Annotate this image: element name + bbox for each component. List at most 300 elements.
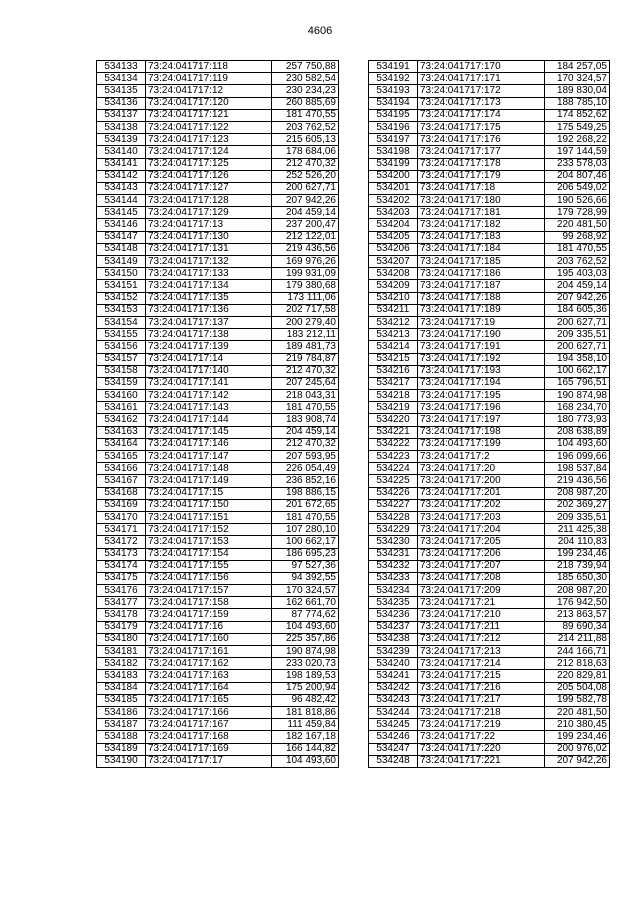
cadastral-number-cell: 73:24:041717:12 <box>146 85 272 97</box>
value-cell: 211 425,38 <box>545 524 610 536</box>
value-cell: 244 166,71 <box>545 646 610 658</box>
table-row <box>369 377 610 389</box>
cadastral-number-cell: 73:24:041717:180 <box>418 195 545 207</box>
table-row <box>97 706 339 718</box>
row-number-cell: 534245 <box>369 719 418 731</box>
row-number-cell: 534137 <box>97 109 146 121</box>
value-cell: 190 526,66 <box>545 195 610 207</box>
table-row <box>369 146 610 158</box>
row-number-cell: 534205 <box>369 231 418 243</box>
row-number-cell: 534156 <box>97 341 146 353</box>
row-number-cell: 534172 <box>97 536 146 548</box>
cadastral-number-cell: 73:24:041717:168 <box>146 731 272 743</box>
value-cell: 96 482,42 <box>272 694 339 706</box>
cadastral-number-cell: 73:24:041717:127 <box>146 182 272 194</box>
cadastral-number-cell: 73:24:041717:202 <box>418 499 545 511</box>
row-number-cell: 534135 <box>97 85 146 97</box>
cadastral-number-cell: 73:24:041717:145 <box>146 426 272 438</box>
cadastral-number-cell: 73:24:041717:142 <box>146 390 272 402</box>
row-number-cell: 534235 <box>369 597 418 609</box>
value-cell: 183 212,11 <box>272 329 339 341</box>
value-cell: 181 818,86 <box>272 706 339 718</box>
cadastral-number-cell: 73:24:041717:197 <box>418 414 545 426</box>
row-number-cell: 534157 <box>97 353 146 365</box>
table-row <box>369 755 610 767</box>
cadastral-number-cell: 73:24:041717:132 <box>146 256 272 268</box>
row-number-cell: 534162 <box>97 414 146 426</box>
cadastral-number-cell: 73:24:041717:138 <box>146 329 272 341</box>
cadastral-number-cell: 73:24:041717:188 <box>418 292 545 304</box>
value-cell: 198 189,53 <box>272 670 339 682</box>
right-table-body <box>369 61 610 768</box>
row-number-cell: 534208 <box>369 268 418 280</box>
row-number-cell: 534225 <box>369 475 418 487</box>
row-number-cell: 534175 <box>97 572 146 584</box>
value-cell: 169 976,26 <box>272 256 339 268</box>
cadastral-number-cell: 73:24:041717:177 <box>418 146 545 158</box>
value-cell: 199 234,46 <box>545 548 610 560</box>
table-row <box>97 402 339 414</box>
value-cell: 199 582,78 <box>545 694 610 706</box>
table-row <box>369 121 610 133</box>
row-number-cell: 534236 <box>369 609 418 621</box>
row-number-cell: 534152 <box>97 292 146 304</box>
row-number-cell: 534140 <box>97 146 146 158</box>
value-cell: 100 662,17 <box>545 365 610 377</box>
cadastral-number-cell: 73:24:041717:15 <box>146 487 272 499</box>
value-cell: 175 549,25 <box>545 121 610 133</box>
value-cell: 260 885,69 <box>272 97 339 109</box>
value-cell: 207 942,26 <box>272 195 339 207</box>
table-row <box>369 207 610 219</box>
value-cell: 208 987,20 <box>545 585 610 597</box>
table-row <box>369 256 610 268</box>
value-cell: 206 549,02 <box>545 182 610 194</box>
table-row <box>369 219 610 231</box>
cadastral-number-cell: 73:24:041717:131 <box>146 243 272 255</box>
cadastral-number-cell: 73:24:041717:133 <box>146 268 272 280</box>
table-row <box>369 572 610 584</box>
row-number-cell: 534184 <box>97 682 146 694</box>
table-row <box>97 670 339 682</box>
row-number-cell: 534243 <box>369 694 418 706</box>
cadastral-number-cell: 73:24:041717:221 <box>418 755 545 767</box>
value-cell: 185 650,30 <box>545 572 610 584</box>
table-row <box>369 609 610 621</box>
table-row <box>369 511 610 523</box>
value-cell: 178 684,06 <box>272 146 339 158</box>
cadastral-number-cell: 73:24:041717:124 <box>146 146 272 158</box>
row-number-cell: 534232 <box>369 560 418 572</box>
row-number-cell: 534247 <box>369 743 418 755</box>
value-cell: 179 380,68 <box>272 280 339 292</box>
table-row <box>369 365 610 377</box>
table-row <box>369 195 610 207</box>
cadastral-number-cell: 73:24:041717:183 <box>418 231 545 243</box>
row-number-cell: 534142 <box>97 170 146 182</box>
row-number-cell: 534216 <box>369 365 418 377</box>
cadastral-number-cell: 73:24:041717:157 <box>146 585 272 597</box>
table-row <box>97 694 339 706</box>
value-cell: 201 672,65 <box>272 499 339 511</box>
row-number-cell: 534193 <box>369 85 418 97</box>
table-row <box>97 219 339 231</box>
cadastral-number-cell: 73:24:041717:123 <box>146 134 272 146</box>
value-cell: 170 324,57 <box>272 585 339 597</box>
value-cell: 199 931,09 <box>272 268 339 280</box>
table-row <box>97 658 339 670</box>
value-cell: 220 481,50 <box>545 706 610 718</box>
value-cell: 186 695,23 <box>272 548 339 560</box>
value-cell: 204 459,14 <box>272 426 339 438</box>
cadastral-number-cell: 73:24:041717:167 <box>146 719 272 731</box>
cadastral-number-cell: 73:24:041717:140 <box>146 365 272 377</box>
table-row <box>97 61 339 73</box>
cadastral-number-cell: 73:24:041717:213 <box>418 646 545 658</box>
row-number-cell: 534234 <box>369 585 418 597</box>
table-row <box>97 414 339 426</box>
left-table-body <box>97 61 339 768</box>
row-number-cell: 534139 <box>97 134 146 146</box>
table-row <box>97 499 339 511</box>
value-cell: 189 830,04 <box>545 85 610 97</box>
cadastral-number-cell: 73:24:041717:144 <box>146 414 272 426</box>
cadastral-number-cell: 73:24:041717:214 <box>418 658 545 670</box>
cadastral-number-cell: 73:24:041717:215 <box>418 670 545 682</box>
value-cell: 213 863,57 <box>545 609 610 621</box>
value-cell: 207 942,26 <box>545 292 610 304</box>
table-row <box>369 719 610 731</box>
table-row <box>97 195 339 207</box>
table-row <box>97 231 339 243</box>
table-row <box>369 134 610 146</box>
cadastral-number-cell: 73:24:041717:159 <box>146 609 272 621</box>
cadastral-number-cell: 73:24:041717:199 <box>418 438 545 450</box>
row-number-cell: 534200 <box>369 170 418 182</box>
table-row <box>97 170 339 182</box>
cadastral-number-cell: 73:24:041717:14 <box>146 353 272 365</box>
table-row <box>97 487 339 499</box>
cadastral-number-cell: 73:24:041717:194 <box>418 377 545 389</box>
cadastral-number-cell: 73:24:041717:21 <box>418 597 545 609</box>
row-number-cell: 534192 <box>369 73 418 85</box>
row-number-cell: 534204 <box>369 219 418 231</box>
value-cell: 226 054,49 <box>272 463 339 475</box>
table-row <box>369 390 610 402</box>
value-cell: 205 504,08 <box>545 682 610 694</box>
value-cell: 181 470,55 <box>272 511 339 523</box>
value-cell: 200 627,71 <box>545 316 610 328</box>
table-row <box>369 182 610 194</box>
value-cell: 168 234,70 <box>545 402 610 414</box>
row-number-cell: 534174 <box>97 560 146 572</box>
value-cell: 202 369,27 <box>545 499 610 511</box>
row-number-cell: 534207 <box>369 256 418 268</box>
cadastral-number-cell: 73:24:041717:152 <box>146 524 272 536</box>
cadastral-number-cell: 73:24:041717:130 <box>146 231 272 243</box>
row-number-cell: 534237 <box>369 621 418 633</box>
cadastral-number-cell: 73:24:041717:200 <box>418 475 545 487</box>
table-row <box>369 280 610 292</box>
cadastral-number-cell: 73:24:041717:160 <box>146 633 272 645</box>
cadastral-number-cell: 73:24:041717:129 <box>146 207 272 219</box>
cadastral-number-cell: 73:24:041717:181 <box>418 207 545 219</box>
table-row <box>97 353 339 365</box>
cadastral-number-cell: 73:24:041717:217 <box>418 694 545 706</box>
cadastral-number-cell: 73:24:041717:146 <box>146 438 272 450</box>
table-row <box>369 536 610 548</box>
value-cell: 214 211,88 <box>545 633 610 645</box>
table-row <box>369 621 610 633</box>
table-row <box>97 511 339 523</box>
cadastral-number-cell: 73:24:041717:156 <box>146 572 272 584</box>
cadastral-number-cell: 73:24:041717:195 <box>418 390 545 402</box>
value-cell: 200 627,71 <box>545 341 610 353</box>
row-number-cell: 534197 <box>369 134 418 146</box>
table-row <box>369 243 610 255</box>
table-row <box>97 536 339 548</box>
table-row <box>97 426 339 438</box>
table-row <box>97 621 339 633</box>
cadastral-number-cell: 73:24:041717:16 <box>146 621 272 633</box>
value-cell: 230 234,23 <box>272 85 339 97</box>
row-number-cell: 534226 <box>369 487 418 499</box>
value-cell: 100 662,17 <box>272 536 339 548</box>
row-number-cell: 534218 <box>369 390 418 402</box>
value-cell: 94 392,55 <box>272 572 339 584</box>
table-row <box>369 97 610 109</box>
row-number-cell: 534166 <box>97 463 146 475</box>
table-row <box>369 292 610 304</box>
table-row <box>369 658 610 670</box>
value-cell: 181 470,55 <box>272 402 339 414</box>
value-cell: 104 493,60 <box>272 755 339 767</box>
value-cell: 218 739,94 <box>545 560 610 572</box>
value-cell: 179 728,99 <box>545 207 610 219</box>
cadastral-number-cell: 73:24:041717:179 <box>418 170 545 182</box>
page-number: 4606 <box>307 25 333 37</box>
table-row <box>369 487 610 499</box>
row-number-cell: 534173 <box>97 548 146 560</box>
row-number-cell: 534133 <box>97 61 146 73</box>
table-row <box>97 548 339 560</box>
value-cell: 208 638,89 <box>545 426 610 438</box>
cadastral-number-cell: 73:24:041717:147 <box>146 451 272 463</box>
cadastral-number-cell: 73:24:041717:20 <box>418 463 545 475</box>
table-row <box>97 438 339 450</box>
row-number-cell: 534213 <box>369 329 418 341</box>
row-number-cell: 534199 <box>369 158 418 170</box>
cadastral-number-cell: 73:24:041717:205 <box>418 536 545 548</box>
value-cell: 195 403,03 <box>545 268 610 280</box>
cadastral-number-cell: 73:24:041717:119 <box>146 73 272 85</box>
row-number-cell: 534228 <box>369 511 418 523</box>
value-cell: 173 111,06 <box>272 292 339 304</box>
table-row <box>97 85 339 97</box>
row-number-cell: 534167 <box>97 475 146 487</box>
table-row <box>369 646 610 658</box>
cadastral-number-cell: 73:24:041717:185 <box>418 256 545 268</box>
row-number-cell: 534134 <box>97 73 146 85</box>
row-number-cell: 534177 <box>97 597 146 609</box>
row-number-cell: 534196 <box>369 121 418 133</box>
table-row <box>97 280 339 292</box>
row-number-cell: 534210 <box>369 292 418 304</box>
row-number-cell: 534246 <box>369 731 418 743</box>
row-number-cell: 534241 <box>369 670 418 682</box>
table-row <box>97 572 339 584</box>
value-cell: 188 785,10 <box>545 97 610 109</box>
value-cell: 200 627,71 <box>272 182 339 194</box>
table-row <box>97 390 339 402</box>
cadastral-number-cell: 73:24:041717:128 <box>146 195 272 207</box>
value-cell: 212 470,32 <box>272 158 339 170</box>
table-row <box>369 743 610 755</box>
table-row <box>369 706 610 718</box>
value-cell: 257 750,88 <box>272 61 339 73</box>
value-cell: 207 593,95 <box>272 451 339 463</box>
row-number-cell: 534182 <box>97 658 146 670</box>
row-number-cell: 534229 <box>369 524 418 536</box>
table-row <box>369 231 610 243</box>
cadastral-number-cell: 73:24:041717:18 <box>418 182 545 194</box>
table-row <box>369 85 610 97</box>
table-row <box>369 585 610 597</box>
table-row <box>369 304 610 316</box>
cadastral-number-cell: 73:24:041717:121 <box>146 109 272 121</box>
cadastral-number-cell: 73:24:041717:173 <box>418 97 545 109</box>
row-number-cell: 534160 <box>97 390 146 402</box>
cadastral-number-cell: 73:24:041717:153 <box>146 536 272 548</box>
row-number-cell: 534185 <box>97 694 146 706</box>
value-cell: 111 459,84 <box>272 719 339 731</box>
cadastral-number-cell: 73:24:041717:137 <box>146 316 272 328</box>
value-cell: 104 493,60 <box>545 438 610 450</box>
value-cell: 212 470,32 <box>272 438 339 450</box>
value-cell: 107 280,10 <box>272 524 339 536</box>
value-cell: 219 436,56 <box>545 475 610 487</box>
row-number-cell: 534171 <box>97 524 146 536</box>
value-cell: 233 020,73 <box>272 658 339 670</box>
table-row <box>97 109 339 121</box>
row-number-cell: 534220 <box>369 414 418 426</box>
table-row <box>97 121 339 133</box>
row-number-cell: 534163 <box>97 426 146 438</box>
cadastral-number-cell: 73:24:041717:165 <box>146 694 272 706</box>
row-number-cell: 534227 <box>369 499 418 511</box>
table-row <box>369 109 610 121</box>
cadastral-number-cell: 73:24:041717:216 <box>418 682 545 694</box>
row-number-cell: 534141 <box>97 158 146 170</box>
row-number-cell: 534151 <box>97 280 146 292</box>
table-row <box>97 365 339 377</box>
cadastral-number-cell: 73:24:041717:2 <box>418 451 545 463</box>
value-cell: 212 470,32 <box>272 365 339 377</box>
cadastral-number-cell: 73:24:041717:172 <box>418 85 545 97</box>
value-cell: 203 762,52 <box>545 256 610 268</box>
table-row <box>97 73 339 85</box>
cadastral-number-cell: 73:24:041717:206 <box>418 548 545 560</box>
value-cell: 210 380,45 <box>545 719 610 731</box>
row-number-cell: 534221 <box>369 426 418 438</box>
value-cell: 230 582,54 <box>272 73 339 85</box>
table-row <box>97 633 339 645</box>
value-cell: 89 690,34 <box>545 621 610 633</box>
row-number-cell: 534240 <box>369 658 418 670</box>
cadastral-number-cell: 73:24:041717:126 <box>146 170 272 182</box>
row-number-cell: 534203 <box>369 207 418 219</box>
cadastral-number-cell: 73:24:041717:204 <box>418 524 545 536</box>
row-number-cell: 534179 <box>97 621 146 633</box>
table-row <box>97 451 339 463</box>
value-cell: 203 762,52 <box>272 121 339 133</box>
table-row <box>97 731 339 743</box>
row-number-cell: 534155 <box>97 329 146 341</box>
row-number-cell: 534198 <box>369 146 418 158</box>
row-number-cell: 534136 <box>97 97 146 109</box>
cadastral-number-cell: 73:24:041717:139 <box>146 341 272 353</box>
table-row <box>97 682 339 694</box>
value-cell: 200 279,40 <box>272 316 339 328</box>
table-row <box>97 243 339 255</box>
value-cell: 197 144,59 <box>545 146 610 158</box>
row-number-cell: 534202 <box>369 195 418 207</box>
value-cell: 204 110,83 <box>545 536 610 548</box>
value-cell: 162 661,70 <box>272 597 339 609</box>
cadastral-number-cell: 73:24:041717:162 <box>146 658 272 670</box>
row-number-cell: 534148 <box>97 243 146 255</box>
value-cell: 252 526,20 <box>272 170 339 182</box>
row-number-cell: 534158 <box>97 365 146 377</box>
cadastral-number-cell: 73:24:041717:182 <box>418 219 545 231</box>
table-row <box>369 475 610 487</box>
row-number-cell: 534165 <box>97 451 146 463</box>
value-cell: 207 942,26 <box>545 755 610 767</box>
cadastral-number-cell: 73:24:041717:154 <box>146 548 272 560</box>
row-number-cell: 534154 <box>97 316 146 328</box>
cadastral-number-cell: 73:24:041717:151 <box>146 511 272 523</box>
value-cell: 198 886,15 <box>272 487 339 499</box>
row-number-cell: 534239 <box>369 646 418 658</box>
row-number-cell: 534150 <box>97 268 146 280</box>
table-row <box>97 475 339 487</box>
cadastral-number-cell: 73:24:041717:178 <box>418 158 545 170</box>
row-number-cell: 534201 <box>369 182 418 194</box>
table-row <box>369 61 610 73</box>
value-cell: 209 335,51 <box>545 329 610 341</box>
value-cell: 194 358,10 <box>545 353 610 365</box>
left-register-table <box>96 60 339 768</box>
value-cell: 87 774,62 <box>272 609 339 621</box>
value-cell: 219 436,56 <box>272 243 339 255</box>
table-row <box>369 463 610 475</box>
cadastral-number-cell: 73:24:041717:148 <box>146 463 272 475</box>
cadastral-number-cell: 73:24:041717:13 <box>146 219 272 231</box>
value-cell: 181 470,55 <box>545 243 610 255</box>
table-row <box>97 134 339 146</box>
table-row <box>97 158 339 170</box>
cadastral-number-cell: 73:24:041717:135 <box>146 292 272 304</box>
value-cell: 175 200,94 <box>272 682 339 694</box>
table-row <box>369 353 610 365</box>
cadastral-number-cell: 73:24:041717:190 <box>418 329 545 341</box>
value-cell: 204 459,14 <box>545 280 610 292</box>
table-row <box>97 304 339 316</box>
cadastral-number-cell: 73:24:041717:122 <box>146 121 272 133</box>
cadastral-number-cell: 73:24:041717:143 <box>146 402 272 414</box>
row-number-cell: 534211 <box>369 304 418 316</box>
table-row <box>97 463 339 475</box>
